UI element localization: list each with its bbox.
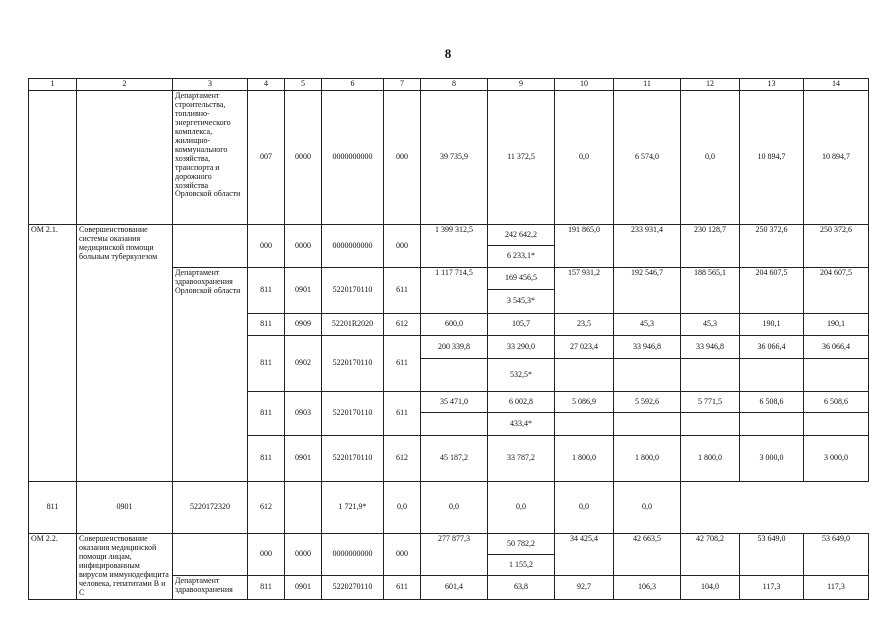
table-cell: 0903 [285,392,322,436]
table-cell: 36 066,4 [740,336,804,359]
table-cell: 0901 [285,576,322,599]
table-cell: 1 721,9* [322,482,384,534]
table-cell: 6 508,6 [804,392,869,413]
table-cell [285,482,322,534]
header-cell: 1 [29,79,77,91]
executor-cell [173,246,248,268]
table-cell: 0909 [285,314,322,336]
table-cell: 157 931,2 [555,268,614,314]
table-cell [614,359,681,392]
header-cell: 5 [285,79,322,91]
table-cell: 5220170110 [322,436,384,482]
table-cell: 612 [384,314,421,336]
table-cell: 5220170110 [322,336,384,392]
table-cell: 000 [384,225,421,268]
executor-cell: Департамент строительства, топливно-энергетического комплекса, жилищно-коммунального хозяйства, транспорта и дорожного хозяйства Орловской области [173,91,248,225]
table-cell: 0000000000 [322,534,384,576]
column-number-row [29,79,869,91]
table-cell: 612 [248,482,285,534]
table-cell: 000 [384,91,421,225]
table-cell: 000 [248,534,285,576]
table-cell: 811 [29,482,77,534]
budget-table [28,78,869,600]
table-cell: 600,0 [421,314,488,336]
table-cell: 811 [248,576,285,599]
table-cell: 92,7 [555,576,614,599]
table-cell: 250 372,6 [804,225,869,268]
table-cell: 27 023,4 [555,336,614,359]
table-row [29,482,869,534]
table-cell: 007 [248,91,285,225]
header-cell: 12 [681,79,740,91]
table-cell: 233 931,4 [614,225,681,268]
table-cell: 5 592,6 [614,392,681,413]
table-cell: 277 877,3 [421,534,488,576]
table-cell: 0,0 [681,91,740,225]
table-cell: 1 800,0 [681,436,740,482]
table-cell: 811 [248,268,285,314]
table-cell: 169 456,5 [488,268,555,290]
header-cell: 3 [173,79,248,91]
table-cell: 34 425,4 [555,534,614,576]
table-cell: 0,0 [614,482,681,534]
table-cell: 6 508,6 [740,392,804,413]
table-cell: 10 894,7 [740,91,804,225]
header-cell: 14 [804,79,869,91]
table-cell: 35 471,0 [421,392,488,413]
table-cell: 000 [384,534,421,576]
header-cell: 11 [614,79,681,91]
table-cell: 0,0 [488,482,555,534]
table-cell: 0,0 [421,482,488,534]
table-cell: 5220172320 [173,482,248,534]
table-cell: 5220270110 [322,576,384,599]
table-cell: 611 [384,268,421,314]
table-cell: 104,0 [681,576,740,599]
table-cell: 45,3 [681,314,740,336]
table-cell: 0902 [285,336,322,392]
table-cell: 42 708,2 [681,534,740,576]
table-cell: 433,4* [488,413,555,436]
header-cell: 4 [248,79,285,91]
table-cell: 33 946,8 [614,336,681,359]
table-cell [614,413,681,436]
table-cell: 1 155,2 [488,555,555,576]
table-cell: 63,8 [488,576,555,599]
table-cell: 190,1 [740,314,804,336]
table-cell [555,413,614,436]
table-cell: 0901 [285,268,322,314]
table-cell [421,359,488,392]
table-row [29,534,869,555]
table-cell [804,413,869,436]
executor-cell [173,534,248,555]
table-cell: 188 565,1 [681,268,740,314]
table-cell: 45,3 [614,314,681,336]
header-cell: 2 [77,79,173,91]
table-cell: 5220170110 [322,268,384,314]
measure-code-cell: ОМ 2.2. [29,534,77,600]
table-cell [740,359,804,392]
table-cell: 601,4 [421,576,488,599]
header-cell: 9 [488,79,555,91]
table-cell: 612 [384,436,421,482]
table-cell: 1 800,0 [555,436,614,482]
table-cell: 532,5* [488,359,555,392]
table-cell: 811 [248,436,285,482]
table-cell: 11 372,5 [488,91,555,225]
table-cell: 242 642,2 [488,225,555,246]
table-cell: 811 [248,336,285,392]
table-cell: 0,0 [384,482,421,534]
table-cell: 3 545,3* [488,290,555,314]
table-cell: 23,5 [555,314,614,336]
executor-cell: Департамент здравоохранения [173,576,248,599]
table-cell: 1 399 312,5 [421,225,488,268]
table-cell: 0901 [285,436,322,482]
table-cell: 106,3 [614,576,681,599]
table-cell: 6 574,0 [614,91,681,225]
table-cell [681,359,740,392]
table-cell: 5 086,9 [555,392,614,413]
table-cell: 250 372,6 [740,225,804,268]
table-row [29,91,869,225]
table-cell: 191 865,0 [555,225,614,268]
table-cell [555,359,614,392]
table-cell: 53 649,0 [804,534,869,576]
table-cell: 33 946,8 [681,336,740,359]
table-cell: 230 128,7 [681,225,740,268]
table-cell: 204 607,5 [804,268,869,314]
table-cell: 000 [248,225,285,268]
table-cell: 0901 [77,482,173,534]
table-cell: 0000 [285,225,322,268]
table-cell: 1 117 714,5 [421,268,488,314]
table-cell: 611 [384,336,421,392]
table-cell: 0000000000 [322,91,384,225]
table-cell: 611 [384,392,421,436]
measure-name-cell: Совершенствование оказания медицинской помощи лицам, инфицированным вирусом иммунодефицита человека, гепатитами В и С [77,534,173,600]
executor-cell [173,225,248,246]
header-cell: 7 [384,79,421,91]
table-cell: 192 546,7 [614,268,681,314]
table-cell: 36 066,4 [804,336,869,359]
table-cell: 45 187,2 [421,436,488,482]
table-cell: 52201R2020 [322,314,384,336]
table-cell: 200 339,8 [421,336,488,359]
table-cell: 33 290,0 [488,336,555,359]
table-row [29,225,869,246]
table-cell: 6 233,1* [488,246,555,268]
table-cell: 3 000,0 [740,436,804,482]
executor-cell: Департамент здравоохранения Орловской области [173,268,248,482]
table-cell: 0000000000 [322,225,384,268]
table-cell: 117,3 [740,576,804,599]
header-cell: 10 [555,79,614,91]
header-cell: 13 [740,79,804,91]
measure-name-cell: Совершенствование системы оказания медицинской помощи больным туберкулезом [77,225,173,482]
table-cell: 50 782,2 [488,534,555,555]
table-cell: 5220170110 [322,392,384,436]
table-cell: 3 000,0 [804,436,869,482]
table-cell: 0000 [285,91,322,225]
table-cell: 42 663,5 [614,534,681,576]
table-cell: 811 [248,392,285,436]
executor-cell [173,555,248,576]
table-cell [804,359,869,392]
table-cell: 33 787,2 [488,436,555,482]
table-cell: 204 607,5 [740,268,804,314]
table-cell: 6 002,8 [488,392,555,413]
table-cell: 190,1 [804,314,869,336]
table-cell: 117,3 [804,576,869,599]
page-number: 8 [444,46,452,61]
table-cell: 0,0 [555,482,614,534]
table-cell: 53 649,0 [740,534,804,576]
table-cell: 5 771,5 [681,392,740,413]
table-cell: 1 800,0 [614,436,681,482]
table-cell: 39 735,9 [421,91,488,225]
table-cell [740,413,804,436]
table-cell: 0000 [285,534,322,576]
table-cell [681,413,740,436]
name-cell [77,91,173,225]
header-cell: 6 [322,79,384,91]
table-cell [421,413,488,436]
table-cell: 811 [248,314,285,336]
table-cell: 105,7 [488,314,555,336]
table-cell: 0,0 [555,91,614,225]
measure-code-cell: ОМ 2.1. [29,225,77,482]
code-cell [29,91,77,225]
table-cell: 611 [384,576,421,599]
header-cell: 8 [421,79,488,91]
table-cell: 10 894,7 [804,91,869,225]
